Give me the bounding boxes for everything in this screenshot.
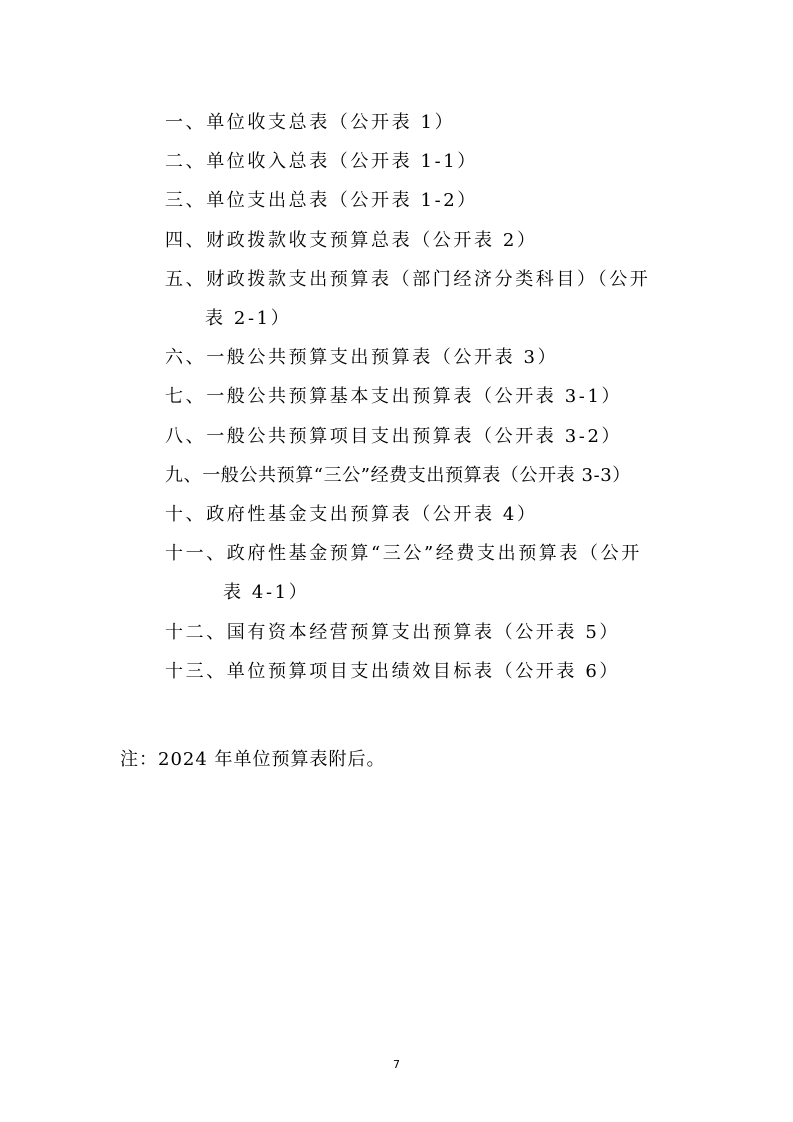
- page-number: 7: [393, 1058, 400, 1071]
- toc-item-4: [165, 221, 685, 260]
- toc-item-text: 九、一般公共预算“三公”经费支出预算表（公开表 3-3）: [165, 464, 631, 486]
- toc-item-text-continued: 表 4-1）: [223, 582, 310, 604]
- toc-item-text: 一、单位收支总表（公开表 1）: [165, 112, 456, 133]
- toc-item-7: [165, 377, 685, 416]
- toc-item-text: 十二、国有资本经营预算支出预算表（公开表 5）: [165, 621, 620, 643]
- toc-item-text: 十三、单位预算项目支出绩效目标表（公开表 6）: [165, 660, 620, 682]
- toc-item-text: 七、一般公共预算基本支出预算表（公开表 3-1）: [165, 386, 623, 408]
- toc-item-text: 十、政府性基金支出预算表（公开表 4）: [165, 504, 538, 526]
- toc-item-text-continued: 表 2-1）: [205, 308, 292, 330]
- toc-item-text: 六、一般公共预算支出预算表（公开表 3）: [165, 347, 559, 369]
- footnote: 注：2024 年单位预算表附后。: [120, 749, 386, 770]
- toc-item-text: 三、单位支出总表（公开表 1-2）: [165, 190, 478, 212]
- toc-item-text: 二、单位收入总表（公开表 1-1）: [165, 151, 478, 173]
- toc-item-text: 四、财政拨款收支预算总表（公开表 2）: [165, 229, 538, 251]
- toc-item-13: [165, 652, 685, 691]
- toc-item-text: 十一、政府性基金预算“三公”经费支出预算表（公开: [165, 543, 642, 565]
- toc-item-text: 八、一般公共预算项目支出预算表（公开表 3-2）: [165, 425, 623, 447]
- toc-item-3: [165, 181, 685, 220]
- toc-item-6: [165, 338, 685, 377]
- toc-item-2: [165, 142, 685, 181]
- toc-item-12: [165, 613, 685, 652]
- toc-item-11: [165, 534, 685, 612]
- toc-item-10: [165, 495, 685, 534]
- toc-item-8: [165, 417, 685, 456]
- toc-item-1: [165, 103, 685, 142]
- toc-item-9: [165, 456, 685, 495]
- table-of-contents: [165, 103, 685, 691]
- toc-item-5: [165, 260, 685, 338]
- toc-item-text: 五、财政拨款支出预算表（部门经济分类科目）（公开: [165, 268, 651, 290]
